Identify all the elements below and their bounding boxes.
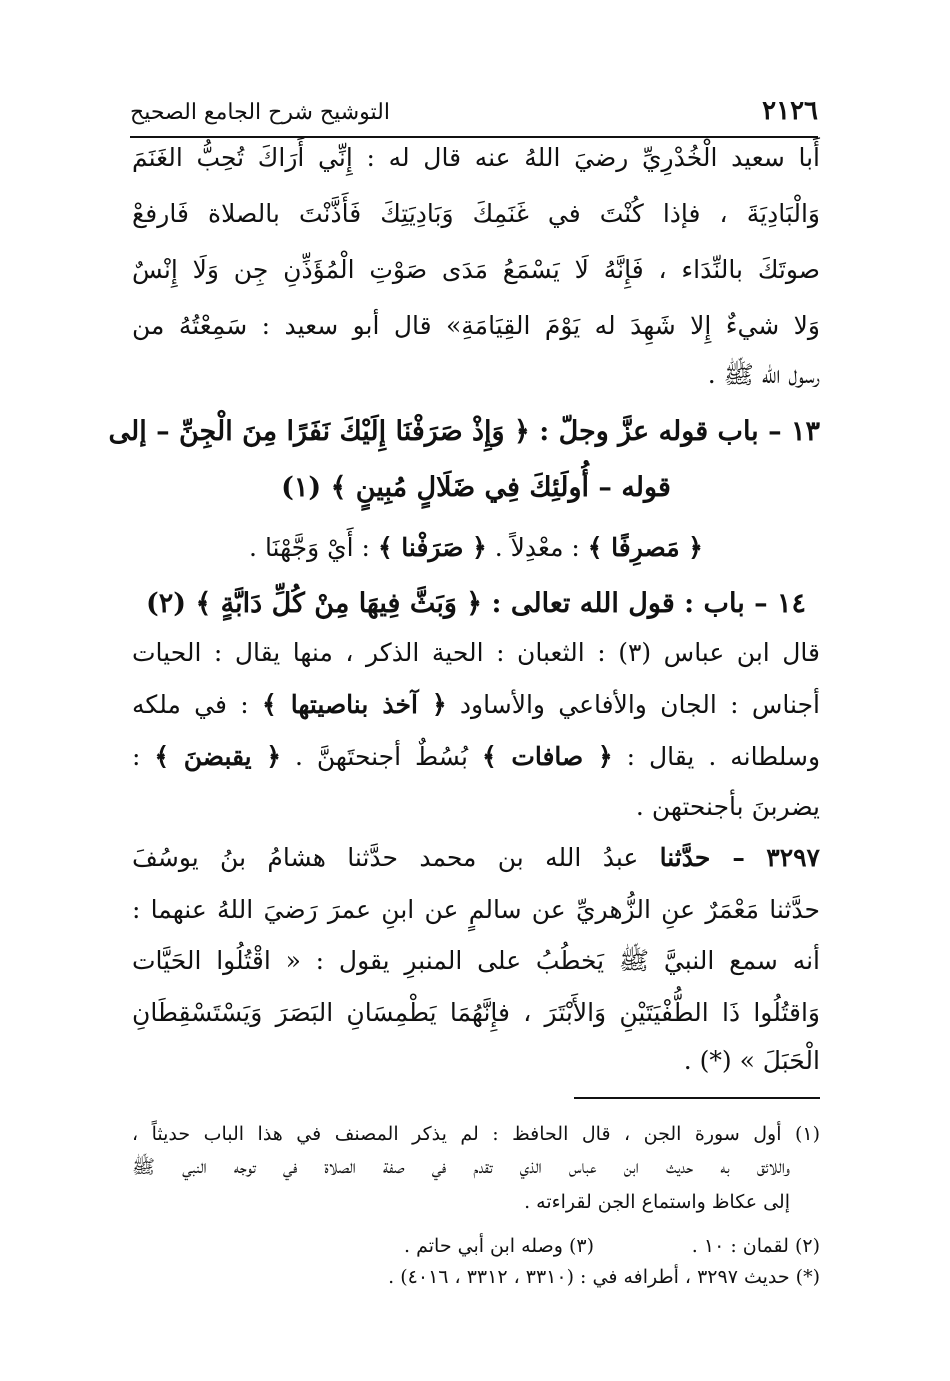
running-title: التوشيح شرح الجامع الصحيح — [130, 100, 390, 125]
chapter-13-heading-cont: قوله – أُولَئِكَ فِي ضَلَالٍ مُبِينٍ ﴾ (١) — [281, 472, 671, 503]
body-line: أَبا سعيد الْخُدْرِيِّ رضيَ اللهُ عنه قال له : إِنِّي أَرَاكَ تُحِبُّ الغَنَمَ — [132, 143, 820, 172]
footnote-1-cont: واللائق به حديث ابن عباس الذي تقدم في صفة الصلاة في توجه النبي ﷺ — [132, 1156, 790, 1178]
gloss-term: ﴿ مَصرِفًا ﴾ — [587, 533, 703, 562]
gloss-definition: : أَيْ وَجَّهْنَا . — [249, 533, 370, 562]
chapter-13-gloss — [132, 535, 820, 560]
gloss-definition: : معْدِلاً . — [494, 533, 580, 562]
gloss-term: ﴿ صافات ﴾ — [481, 742, 613, 771]
page-number: ٢١٢٦ — [762, 96, 818, 126]
text-run: أجناس : الجان والأفاعي والأساود — [459, 690, 820, 719]
header-rule — [130, 136, 818, 138]
body-line: صوتَكَ بالنِّدَاء ، فَإِنَّهُ لَا يَسْمَعُ مَدَى صَوْتِ الْمُؤَذِّنِ جِن وَلَا إِنْسٌ — [132, 255, 820, 284]
body-line: يضربنَ بأجنحتهن . — [635, 792, 820, 821]
body-line: وَالْبَادِيَةَ ، فإذا كُنْتَ في غَنَمِكَ وَبَادِيَتِكَ فَأَذَّنْتَ بالصلاة فَارفعْ — [132, 199, 820, 228]
footnote-star: (*) حديث ٣٢٩٧ ، أطرافه في : (٣٣١٠ ، ٣٣١٢ ، ٤٠١٦) . — [388, 1266, 820, 1288]
text-run: : في ملكه — [132, 690, 249, 719]
footnote-3: (٣) وصله ابن أبي حاتم . — [404, 1235, 594, 1257]
footnote-2: (٢) لقمان : ١٠ . — [691, 1235, 820, 1257]
body-line: قال ابن عباس (٣) : الثعبان : الحية الذكر ، منها يقال : الحيات — [132, 638, 820, 667]
text-run: بُسُطٌ أجنحتَهنَّ . — [294, 742, 468, 771]
text-run: وسلطانه . يقال : — [626, 742, 821, 771]
hadith-line — [132, 845, 820, 870]
gloss-term: ﴿ يقبضنَ ﴾ — [154, 742, 281, 771]
footnote-1-cont: إلى عكاظ واستماع الجن لقراءته . — [524, 1191, 790, 1213]
body-line — [132, 744, 820, 769]
hadith-lead: – حدَّثنا — [659, 843, 745, 872]
hadith-line: حدَّثنا مَعْمَرٌ عنِ الزُّهريِّ عن سالمٍ عن ابنِ عمرَ رَضيَ اللهُ عنهما : — [132, 895, 820, 924]
hadith-number: ٣٢٩٧ — [766, 843, 820, 872]
hadith-line: أنه سمع النبيَّ ﷺ يَخطُبُ على المنبرِ يقول : « اقْتُلُوا الحَيَّات — [132, 946, 820, 975]
text-run: عبدُ الله بن محمد حدَّثنا هشامُ بنُ يوسُفَ — [132, 843, 639, 872]
chapter-14-heading: ١٤ – باب : قول الله تعالى : ﴿ وَبَثَّ فِيهَا مِنْ كُلِّ دَابَّةٍ ﴾ (٢) — [145, 588, 807, 619]
hadith-line: الْحَبَلَ » (*) . — [683, 1046, 820, 1075]
body-line: وَلا شيءٌ إِلا شَهِدَ له يَوْمَ القِيَامَةِ» قال أبو سعيد : سَمِعْتُهُ من — [132, 311, 820, 340]
running-header — [130, 96, 818, 136]
gloss-term: ﴿ آخذ بناصيتها ﴾ — [262, 690, 447, 719]
text-run: : — [132, 742, 141, 771]
gloss-term: ﴿ صَرَفْنا ﴾ — [377, 533, 487, 562]
chapter-13-heading: ١٣ – باب قوله عزَّ وجلّ : ﴿ وَإِذْ صَرَفْنَا إِلَيْكَ نَفَرًا مِنَ الْجِنِّ – إلى — [108, 416, 820, 447]
body-line — [132, 692, 820, 717]
footnote-rule — [574, 1097, 820, 1099]
body-line: رسول الله ﷺ . — [707, 360, 820, 389]
footnotes-2-3 — [132, 1235, 820, 1259]
footnote-1: (١) أول سورة الجن ، قال الحافظ : لم يذكر المصنف في هذا الباب حديثاً ، — [132, 1123, 820, 1145]
hadith-line: وَاقتُلُوا ذَا الطُّفْيَتَيْنِ وَالأَبْتَرَ ، فإِنَّهُمَا يَطْمِسَانِ البَصَرَ وَيَسْتَسْقِطَانِ — [132, 998, 820, 1027]
